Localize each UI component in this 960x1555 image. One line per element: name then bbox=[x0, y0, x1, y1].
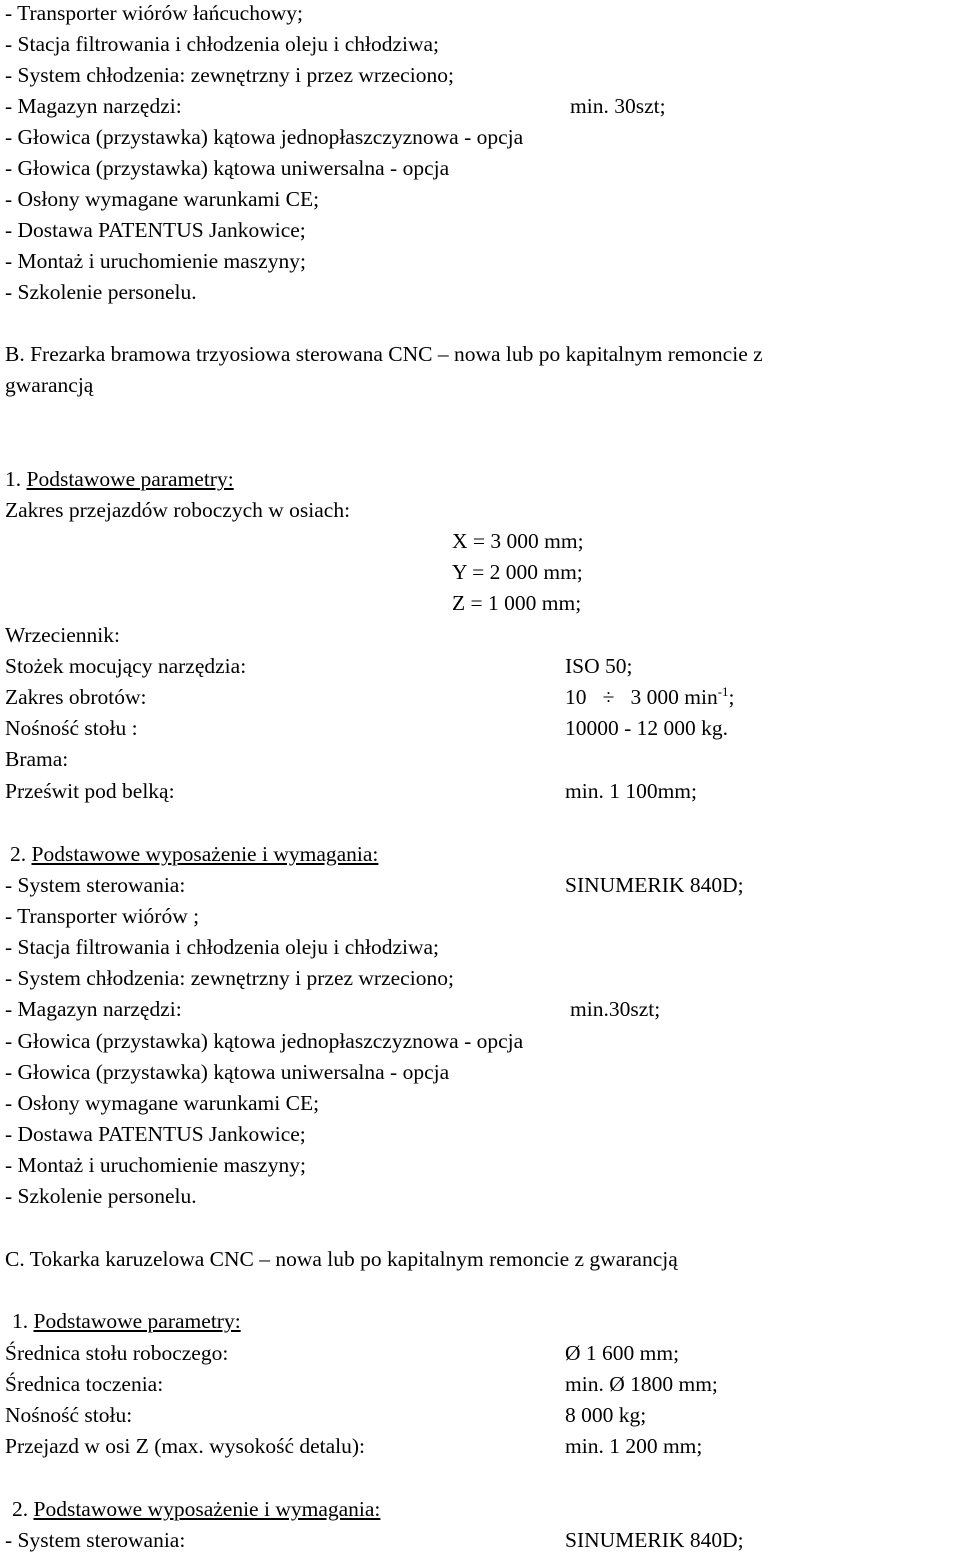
list-item: - Szkolenie personelu. bbox=[5, 280, 197, 304]
control-label: - System sterowania: bbox=[5, 873, 186, 897]
gantry-label: Brama: bbox=[5, 747, 69, 771]
speed-label: Zakres obrotów: bbox=[5, 685, 147, 709]
table-load-label: Nośność stołu : bbox=[5, 716, 138, 740]
list-item: - System chłodzenia: zewnętrzny i przez wrzeciono; bbox=[5, 966, 454, 990]
list-item: - Dostawa PATENTUS Jankowice; bbox=[5, 1122, 306, 1146]
speed-to: 3 000 min bbox=[630, 685, 718, 709]
subsection-title: Podstawowe wyposażenie i wymagania: bbox=[33, 1497, 381, 1521]
subsection-heading bbox=[10, 841, 378, 867]
list-item: - Magazyn narzędzi: bbox=[5, 94, 182, 118]
subsection-heading bbox=[12, 1496, 380, 1522]
param-label: Nośność stołu: bbox=[5, 1403, 133, 1427]
table-load-value: 10000 - 12 000 kg. bbox=[565, 716, 729, 740]
control-value: SINUMERIK 840D; bbox=[565, 873, 744, 897]
section-c-heading: C. Tokarka karuzelowa CNC – nowa lub po kapitalnym remoncie z gwarancją bbox=[5, 1247, 678, 1271]
param-label: Średnica stołu roboczego: bbox=[5, 1341, 229, 1365]
list-item: - Osłony wymagane warunkami CE; bbox=[5, 1091, 320, 1115]
subsection-heading bbox=[5, 466, 234, 492]
speed-exponent: -1 bbox=[717, 684, 729, 699]
subsection-number: 2. bbox=[12, 1497, 29, 1521]
list-item: - System chłodzenia: zewnętrzny i przez wrzeciono; bbox=[5, 63, 454, 87]
param-value: Ø 1 600 mm; bbox=[565, 1341, 680, 1365]
list-item: - Stacja filtrowania i chłodzenia oleju i chłodziwa; bbox=[5, 32, 440, 56]
divide-sign: ÷ bbox=[602, 685, 615, 709]
spindle-head-label: Wrzeciennik: bbox=[5, 623, 120, 647]
magazine-value: min.30szt; bbox=[570, 997, 661, 1021]
list-item: - Montaż i uruchomienie maszyny; bbox=[5, 249, 306, 273]
param-value: 8 000 kg; bbox=[565, 1403, 647, 1427]
param-label: Średnica toczenia: bbox=[5, 1372, 164, 1396]
speed-from: 10 bbox=[565, 685, 587, 709]
list-item: - Magazyn narzędzi: bbox=[5, 997, 182, 1021]
section-b-heading-cont: gwarancją bbox=[5, 373, 94, 397]
taper-label: Stożek mocujący narzędzia: bbox=[5, 654, 247, 678]
subsection-title: Podstawowe parametry: bbox=[33, 1309, 241, 1333]
param-value: min. 1 200 mm; bbox=[565, 1434, 703, 1458]
speed-suffix: ; bbox=[728, 685, 735, 709]
control-label: - System sterowania: bbox=[5, 1528, 186, 1552]
section-b-heading: B. Frezarka bramowa trzyosiowa sterowana CNC – nowa lub po kapitalnym remoncie z bbox=[5, 342, 763, 366]
subsection-heading bbox=[12, 1308, 241, 1334]
list-item: - Osłony wymagane warunkami CE; bbox=[5, 187, 320, 211]
clearance-value: min. 1 100mm; bbox=[565, 779, 697, 803]
list-item: - Głowica (przystawka) kątowa jednopłaszczyznowa - opcja bbox=[5, 1029, 524, 1053]
list-item: - Szkolenie personelu. bbox=[5, 1184, 197, 1208]
travel-label: Zakres przejazdów roboczych w osiach: bbox=[5, 498, 351, 522]
list-item: - Transporter wiórów łańcuchowy; bbox=[5, 1, 303, 25]
list-item: - Dostawa PATENTUS Jankowice; bbox=[5, 218, 306, 242]
subsection-number: 1. bbox=[12, 1309, 29, 1333]
clearance-label: Prześwit pod belką: bbox=[5, 779, 175, 803]
axis-y-value: Y = 2 000 mm; bbox=[452, 560, 583, 584]
list-item: - Głowica (przystawka) kątowa uniwersalna - opcja bbox=[5, 1060, 450, 1084]
speed-value bbox=[565, 684, 735, 710]
param-value: min. Ø 1800 mm; bbox=[565, 1372, 718, 1396]
list-item: - Głowica (przystawka) kątowa uniwersalna - opcja bbox=[5, 156, 450, 180]
magazine-value: min. 30szt; bbox=[570, 94, 666, 118]
control-value: SINUMERIK 840D; bbox=[565, 1528, 744, 1552]
taper-value: ISO 50; bbox=[565, 654, 633, 678]
param-label: Przejazd w osi Z (max. wysokość detalu): bbox=[5, 1434, 366, 1458]
axis-x-value: X = 3 000 mm; bbox=[452, 529, 584, 553]
subsection-title: Podstawowe wyposażenie i wymagania: bbox=[31, 842, 379, 866]
list-item: - Montaż i uruchomienie maszyny; bbox=[5, 1153, 306, 1177]
list-item: - Stacja filtrowania i chłodzenia oleju i chłodziwa; bbox=[5, 935, 440, 959]
list-item: - Głowica (przystawka) kątowa jednopłaszczyznowa - opcja bbox=[5, 125, 524, 149]
subsection-number: 2. bbox=[10, 842, 27, 866]
subsection-title: Podstawowe parametry: bbox=[26, 467, 234, 491]
list-item: - Transporter wiórów ; bbox=[5, 904, 200, 928]
axis-z-value: Z = 1 000 mm; bbox=[452, 591, 582, 615]
subsection-number: 1. bbox=[5, 467, 22, 491]
